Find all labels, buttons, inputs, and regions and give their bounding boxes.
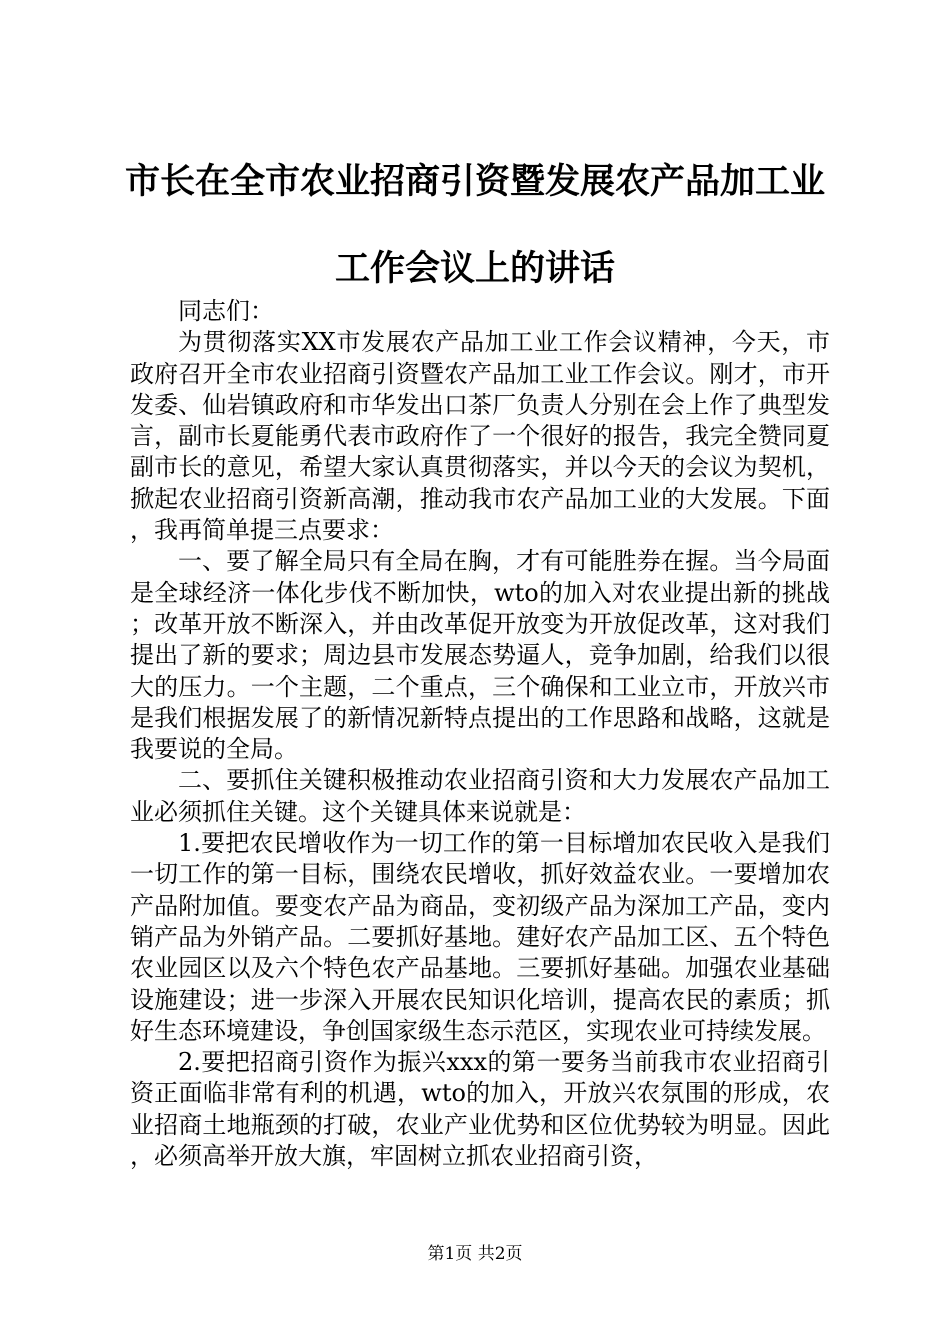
- paragraph-point-one: 一、要了解全局只有全局在胸，才有可能胜券在握。当今局面是全球经济一体化步伐不断加快，wto的加入对农业提出新的挑战；改革开放不断深入，并由改革促开放变为开放促改革，这对我们提出了新的要求；周边县市发展态势逼人，竞争加剧，给我们以很大的压力。一个主题，二个重点，三个确保和工业立市，开放兴市是我们根据发展了的新情况新特点提出的工作思路和战略，这就是我要说的全局。: [130, 547, 830, 764]
- salutation: 同志们：: [178, 297, 274, 325]
- paragraph-point-two: 二、要抓住关键积极推动农业招商引资和大力发展农产品加工业必须抓住关键。这个关键具体来说就是：: [130, 766, 830, 826]
- document-body: [130, 296, 830, 1172]
- document-title-line1: 市长在全市农业招商引资暨发展农产品加工业: [124, 161, 825, 202]
- paragraph-item-1: 1.要把农民增收作为一切工作的第一目标增加农民收入是我们一切工作的第一目标，围绕农民增收，抓好效益农业。一要增加农产品附加值。要变农产品为商品，变初级产品为深加工产品，变内销产品为外销产品。二要抓好基地。建好农产品加工区、五个特色农业园区以及六个特色农产品基地。三要抓好基础。加强农业基础设施建设；进一步深入开展农民知识化培训，提高农民的素质；抓好生态环境建设，争创国家级生态示范区，实现农业可持续发展。: [130, 829, 830, 1045]
- page-number-footer: 第1页 共2页: [427, 1244, 523, 1264]
- document-title-line2: 工作会议上的讲话: [334, 248, 615, 289]
- paragraph-intro: 为贯彻落实XX市发展农产品加工业工作会议精神，今天，市政府召开全市农业招商引资暨农产品加工业工作会议。刚才，市开发委、仙岩镇政府和市华发出口茶厂负责人分别在会上作了典型发言，副市长夏能勇代表市政府作了一个很好的报告，我完全赞同夏副市长的意见，希望大家认真贯彻落实，并以今天的会议为契机，掀起农业招商引资新高潮，推动我市农产品加工业的大发展。下面，我再简单提三点要求：: [130, 328, 830, 545]
- paragraph-item-2: 2.要把招商引资作为振兴xxx的第一要务当前我市农业招商引资正面临非常有利的机遇，wto的加入，开放兴农氛围的形成，农业招商土地瓶颈的打破，农业产业优势和区位优势较为明显。因此，必须高举开放大旗，牢固树立抓农业招商引资，: [130, 1048, 830, 1171]
